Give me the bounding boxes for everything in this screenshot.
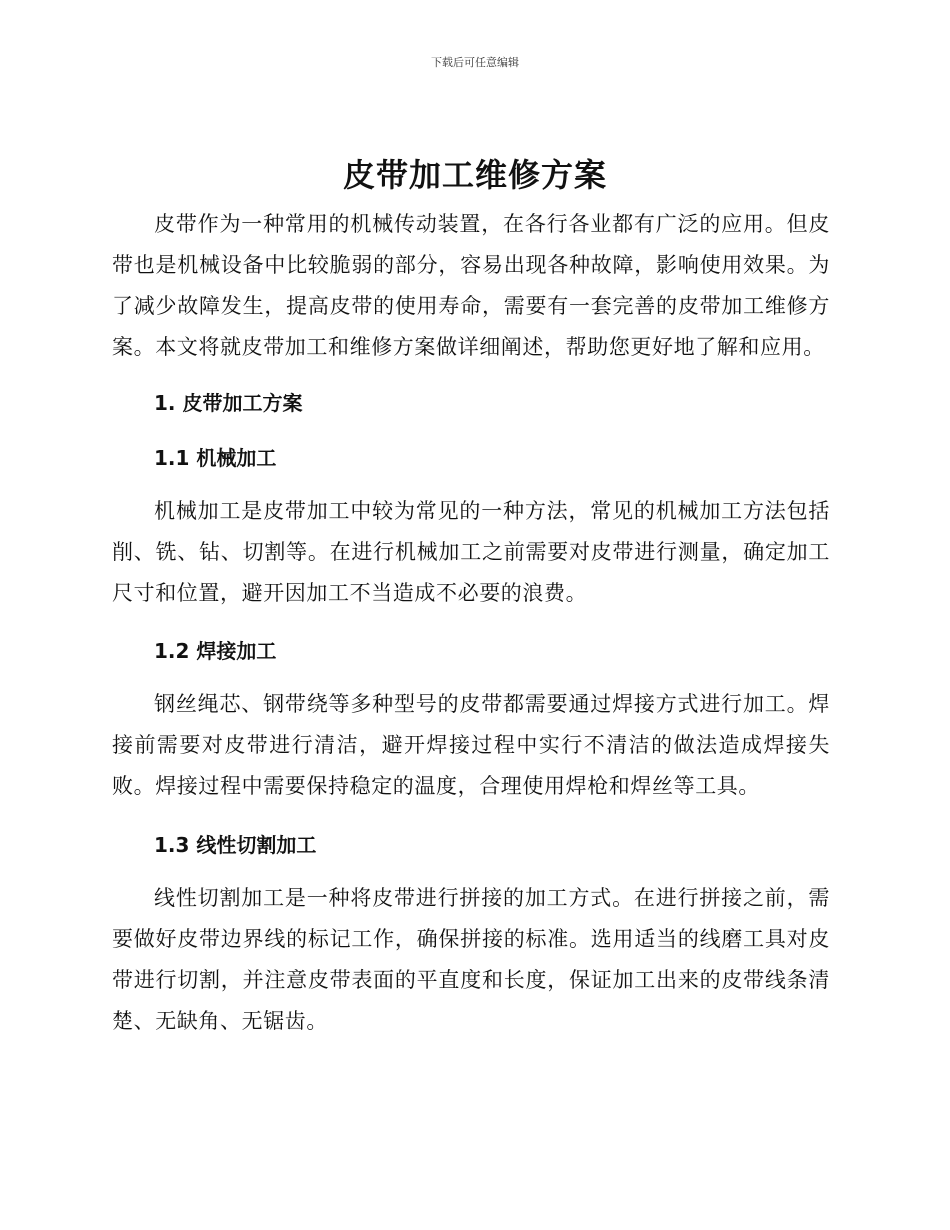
section-1-3-heading: 1.3 线性切割加工 [154,833,317,857]
section-1-heading: 1. 皮带加工方案 [154,391,303,415]
section-1-2-paragraph: 钢丝绳芯、钢带绕等多种型号的皮带都需要通过焊接方式进行加工。焊接前需要对皮带进行清洁，避开焊接过程中实行不清洁的做法造成焊接失败。焊接过程中需要保持稳定的温度，合理使用焊枪和焊丝等工具。 [112,692,830,798]
section-1-1-heading: 1.1 机械加工 [154,446,277,470]
document-title: 皮带加工维修方案 [342,156,607,194]
intro-paragraph: 皮带作为一种常用的机械传动装置，在各行各业都有广泛的应用。但皮带也是机械设备中比较脆弱的部分，容易出现各种故障，影响使用效果。为了减少故障发生，提高皮带的使用寿命，需要有一套完善的皮带加工维修方案。本文将就皮带加工和维修方案做详细阐述，帮助您更好地了解和应用。 [112,212,830,359]
header-note: 下载后可任意编辑 [431,56,519,69]
section-1-1-paragraph: 机械加工是皮带加工中较为常见的一种方法，常见的机械加工方法包括削、铣、钻、切割等。在进行机械加工之前需要对皮带进行测量，确定加工尺寸和位置，避开因加工不当造成不必要的浪费。 [112,499,830,605]
section-1-2-heading: 1.2 焊接加工 [154,639,277,663]
section-1-3-paragraph: 线性切割加工是一种将皮带进行拼接的加工方式。在进行拼接之前，需要做好皮带边界线的标记工作，确保拼接的标准。选用适当的线磨工具对皮带进行切割，并注意皮带表面的平直度和长度，保证加工出来的皮带线条清楚、无缺角、无锯齿。 [112,886,830,1033]
